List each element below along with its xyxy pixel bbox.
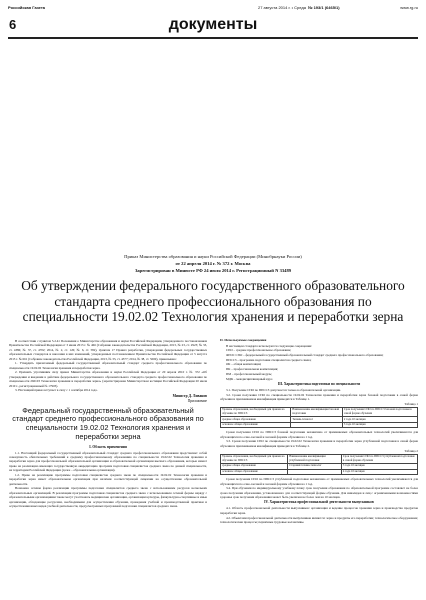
- section-heading: II. Используемые сокращения: [220, 338, 267, 342]
- paragraph: 3.4. При обучении по индивидуальному учебному плану срок получения образования по образовательной программе составляет не более срока получения образования, установленного для соответствующей формы обучения. Для инвалидов и лиц с ограниченными возможностями здоровья срок получения образования может быть увеличен не более чем на 10 месяцев.: [220, 486, 418, 500]
- appendix-label: Приложение: [187, 398, 207, 403]
- abbreviation: ППССЗ – программа подготовки специалистов среднего звена;: [226, 357, 312, 362]
- table-cell: Старший техник-технолог: [288, 463, 342, 469]
- paragraph: 3. Настоящий приказ вступает в силу с 1 сентября 2014 года.: [15, 388, 98, 393]
- left-column: [9, 339, 207, 509]
- section-heading: IV. Характеристика профессиональной деятельности выпускников: [264, 500, 374, 505]
- paragraph: В настоящем стандарте используются следующие сокращения:: [226, 343, 312, 348]
- abbreviation: ФГОС СПО – федеральный государственный образовательный стандарт среднего профессионального образования;: [226, 353, 384, 357]
- table-caption: Таблица 1: [404, 401, 418, 406]
- paragraph: В соответствии с пунктом 5.2.41 Положения о Министерстве образования и науки Российской Федерации, утвержденного постановлением Правительства Российской Федерации от 3 июня 2013 г. № 466 (Собрание законодательства Российской Федерации, 2013, № 23, ст. 2923; № 33, ст. 4386; № 37, ст. 4702; 2014, № 2, ст. 126; № 6, ст. 582), пунктом 17 Правил разработки, утверждения федеральных государственных образовательных стандартов и внесения в них изменений, утвержденных постановлением Правительства Российской Федерации от 5 августа 2013 г. № 661 (Собрание законодательства Российской Федерации, 2013, № 33, ст. 4377; 2014, № 38, ст. 5069), приказываю:: [9, 339, 207, 361]
- table-header-row: [221, 407, 418, 416]
- table-cell: Техник-технолог: [291, 417, 343, 423]
- section-title: документы: [168, 16, 258, 33]
- table-cell: Уровень образования, необходимый для приема на обучение по ППССЗ: [221, 407, 291, 416]
- abbreviation: МДК – междисциплинарный курс.: [226, 376, 274, 381]
- paragraph: 4.1. Область профессиональной деятельности выпускников: организация и ведение процессов хранения зерна и производства продуктов переработки зерна.: [220, 506, 418, 515]
- standard-title: Федеральный государственный образовательный стандарт среднего профессионального образования по специальности 19.02.02 Технология хранения и переработки зерна: [12, 405, 204, 441]
- masthead: [8, 4, 418, 12]
- paragraph: 3.1. Получение СПО по ППССЗ допускается только в образовательной организации.: [226, 387, 341, 392]
- right-column: [220, 337, 418, 525]
- paragraph: Возможна сетевая форма реализации программы подготовки специалистов среднего звена с использованием ресурсов нескольких образовательных организаций. В реализации программы подготовки специалистов среднего звена с использованием сетевой формы наряду с образовательными организациями также могут участвовать медицинские организации, организации культуры, физкультурно-спортивные и иные организации, обладающие ресурсами, необходимыми для осуществления обучения, проведения учебной и производственной практики и осуществления иных видов учебной деятельности, предусмотренных программой подготовки специалистов среднего звена.: [9, 486, 207, 509]
- order-line-3: Зарегистрирован в Минюсте РФ 24 июля 2014 г. Регистрационный N 33489: [134, 268, 292, 273]
- table-cell: 3 года 10 месяцев: [341, 463, 417, 469]
- order-line-2: от 22 апреля 2014 г. № 372 г. Москва: [175, 261, 251, 266]
- article-headline: Об утверждении федерального государственного образовательного стандарта среднего профессионального образования по специальности 19.02.02 Технология хранения и переработки зерна: [21, 278, 405, 324]
- table-cell: [291, 422, 343, 428]
- table-cell: [288, 469, 342, 475]
- table-cell: 2 года 10 месяцев: [342, 417, 417, 423]
- abbreviation: ПМ – профессиональный модуль;: [226, 371, 272, 376]
- section-heading: III. Характеристика подготовки по специальности: [277, 381, 361, 386]
- paragraph: 1.2. Право на реализацию программы подготовки специалистов среднего звена по специальности 19.02.02 Технология хранения и переработки зерна имеет образовательная организация при наличии соответствующей лицензии на осуществление образовательной деятельности.: [9, 472, 207, 486]
- table-cell: среднее общее образование: [221, 463, 288, 469]
- table-cell: Срок получения СПО по ППССЗ базовой подготовки в очной форме обучения: [342, 407, 417, 416]
- abbreviation: ПК – профессиональная компетенция;: [226, 367, 279, 372]
- site-url: www.rg.ru: [400, 5, 418, 10]
- paragraph: 3.2. Сроки получения СПО по специальности 19.02.02 Технология хранения и переработки зерна базовой подготовки в очной форме обучения и присваиваемая квалификация приводятся в Таблице 1.: [220, 392, 418, 402]
- blank-area: [8, 42, 418, 242]
- table-cell: среднее общее образование: [221, 417, 291, 423]
- table-cell: 4 года 10 месяцев: [341, 469, 417, 475]
- table-cell: Уровень образования, необходимый для приема на обучение по ППССЗ: [221, 454, 288, 463]
- table-cell: Наименование квалификации базовой подготовки: [291, 407, 343, 416]
- paragraph: Сроки получения СПО по ППССЗ базовой подготовки независимо от применяемых образовательных технологий увеличиваются для обучающихся по очно-заочной и заочной формам обучения на 1 год.: [220, 430, 418, 439]
- table-cell: основное общее образование: [221, 422, 291, 428]
- order-line-1: Приказ Министерства образования и науки Российской Федерации (Минобрнауки России): [124, 254, 302, 259]
- paragraph: 1. Утвердить прилагаемый федеральный государственный образовательный стандарт среднего профессионального образования по специальности 19.02.02 Технология хранения и переработки зерна.: [9, 361, 207, 370]
- table-cell: Наименование квалификации углубленной подготовки: [288, 454, 342, 463]
- paragraph: Сроки получения СПО по ППССЗ углубленной подготовки независимо от применяемых образовательных технологий увеличиваются для обучающихся по очно-заочной и заочной формам обучения на 1 год.: [220, 477, 418, 486]
- abbreviation: ОК – общая компетенция;: [226, 362, 262, 367]
- table-header-row: [221, 454, 418, 463]
- table-cell: основное общее образование: [221, 469, 288, 475]
- section-heading: I. Область применения: [89, 444, 127, 449]
- paragraph: 3.3. Сроки получения СПО по специальности 19.02.02 Технология хранения и переработки зерна углубленной подготовки в очной форме обучения и присваиваемая квалификация приводятся в Таблице 2.: [220, 439, 418, 448]
- table-cell: 3 года 10 месяцев: [342, 422, 417, 428]
- issue-date: 27 августа 2014 г. • Среда: [258, 5, 306, 10]
- table-cell: Срок получения СПО по ППССЗ углубленной подготовки в очной форме обучения: [341, 454, 417, 463]
- issue-number: № 193/1 (6465/1): [308, 5, 340, 10]
- paragraph: 4.2. Объектами профессиональной деятельности выпускников являются: зерно и продукты его переработки; технологическое оборудование; технологические процессы; первичные трудовые коллективы.: [220, 515, 418, 524]
- page-number: 6: [9, 17, 17, 32]
- table-1: [220, 407, 418, 428]
- table-row: [221, 422, 418, 428]
- table-2: [220, 454, 418, 475]
- minister-signature: Министр Д. Ливанов: [172, 393, 207, 398]
- header-rule: [8, 37, 418, 39]
- paragraph: 2. Признать утратившим силу приказ Министерства образования и науки Российской Федерации от 20 апреля 2010 г. № 372 «Об утверждении и введении в действие федерального государственного образовательного стандарта среднего профессионального образования по специальности 260103 Технология хранения и переработки зерна» (зарегистрирован Министерством юстиции Российской Федерации 20 июля 2010 г., регистрационный № 17903).: [9, 370, 207, 388]
- table-row: [221, 469, 418, 475]
- abbreviation: СПО – среднее профессиональное образование;: [226, 348, 292, 353]
- table-caption: Таблица 2: [404, 448, 418, 453]
- paper-name: Российская Газета: [8, 5, 46, 10]
- paragraph: 1.1. Настоящий федеральный государственный образовательный стандарт среднего профессионального образования представляет собой совокупность обязательных требований к среднему профессиональному образованию по специальности 19.02.02 Технология хранения и переработки зерна для профессиональной образовательной организации и образовательной организации высшего образования, которые имеют право на реализацию имеющих государственную аккредитацию программ подготовки специалистов среднего звена по данной специальности, на территории Российской Федерации (далее – образовательная организация).: [9, 450, 207, 473]
